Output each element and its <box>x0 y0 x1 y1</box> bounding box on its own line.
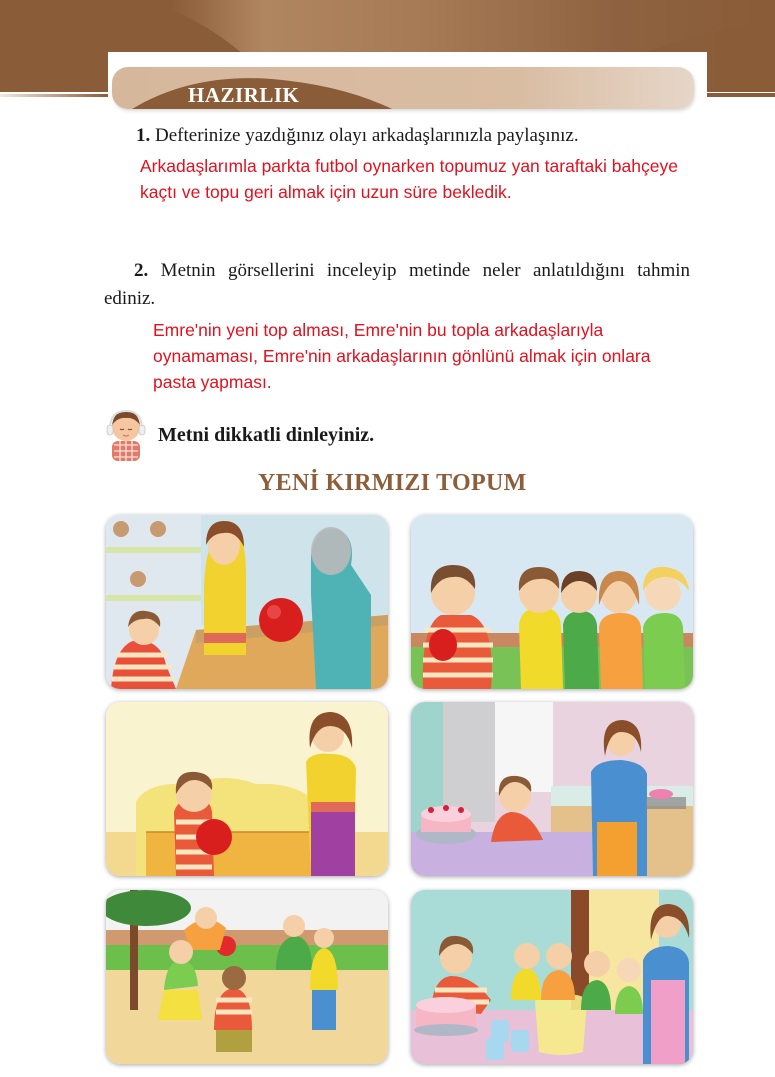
story-panel-2 <box>411 515 693 689</box>
story-title: YENİ KIRMIZI TOPUM <box>258 470 527 496</box>
question-1-number: 1. <box>136 125 151 146</box>
story-panel-4 <box>411 702 693 876</box>
question-2 <box>104 257 690 313</box>
section-title: HAZIRLIK <box>188 83 300 107</box>
header-rule-left <box>0 94 108 97</box>
listen-instruction: Metni dikkatli dinleyiniz. <box>158 424 375 446</box>
listening-boy-headphones-icon <box>104 407 148 463</box>
question-1-text: Defterinize yazdığınız olayı arkadaşlarınızla paylaşınız. <box>155 125 579 146</box>
question-1 <box>136 122 579 150</box>
story-panel-3 <box>106 702 388 876</box>
question-2-number: 2. <box>134 260 149 281</box>
header-rule-right <box>707 93 775 97</box>
question-2-text: Metnin görsellerini inceleyip metinde neler anlatıldığını tahmin ediniz. <box>104 260 691 309</box>
story-panel-6 <box>411 890 693 1064</box>
answer-1: Arkadaşlarımla parkta futbol oynarken topumuz yan taraftaki bahçeye kaçtı ve topu geri almak için uzun süre bekledik. <box>140 156 678 202</box>
story-panel-5 <box>106 890 388 1064</box>
answer-2: Emre'nin yeni top alması, Emre'nin bu topla arkadaşlarıyla oynamaması, Emre'nin arkadaşlarının gönlünü almak için onlara pasta yapması. <box>153 320 651 392</box>
story-panel-1 <box>106 515 388 689</box>
